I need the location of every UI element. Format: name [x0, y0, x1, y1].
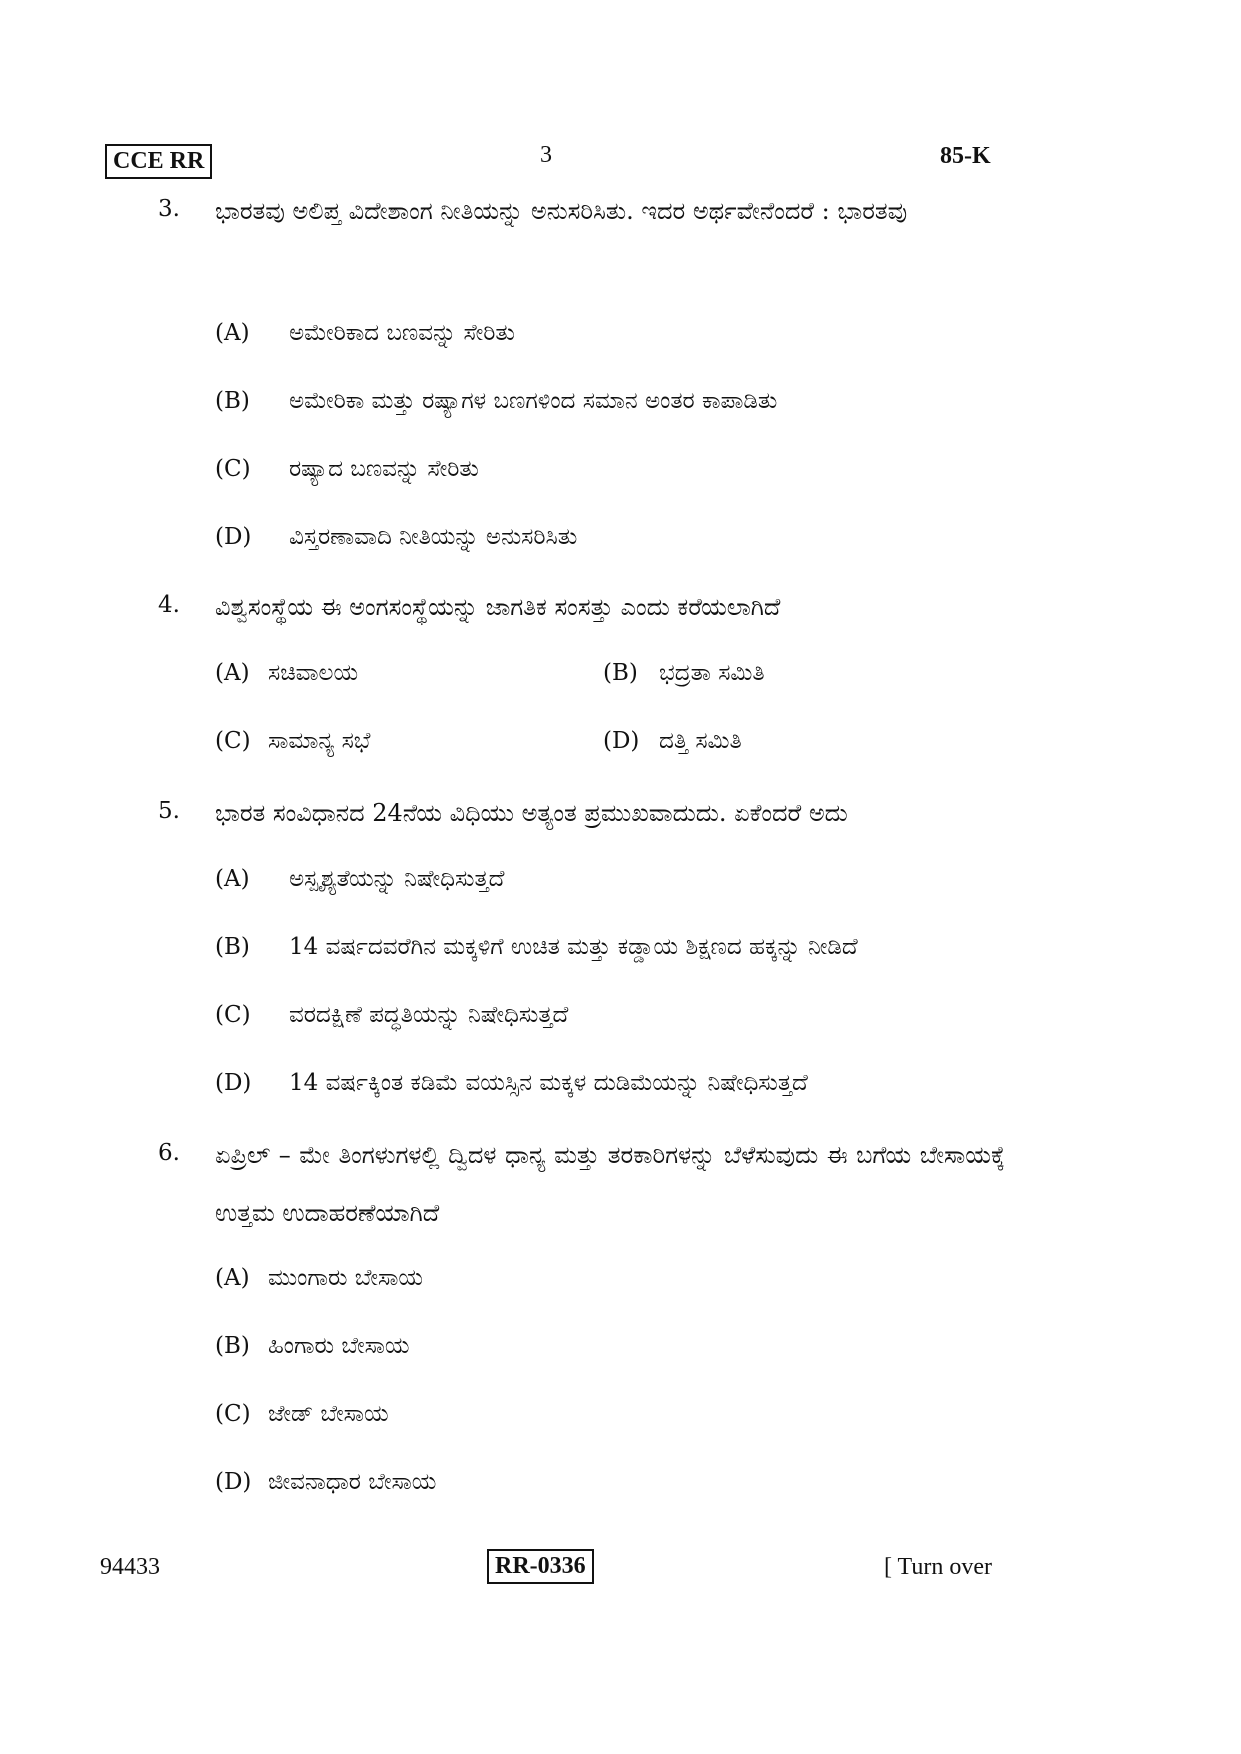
question-text: ವಿಶ್ವಸಂಸ್ಥೆಯ ಈ ಅಂಗಸಂಸ್ಥೆಯನ್ನು ಜಾಗತಿಕ ಸಂಸತ್ತು ಎಂದು ಕರೆಯಲಾಗಿದೆ	[215, 593, 781, 621]
question-text: ಭಾರತವು ಅಲಿಪ್ತ ವಿದೇಶಾಂಗ ನೀತಿಯನ್ನು ಅನುಸರಿಸಿತು. ಇದರ ಅರ್ಥವೇನೆಂದರೆ : ಭಾರತವು	[215, 197, 908, 225]
option-d	[215, 1469, 436, 1495]
option-text: ದತ್ತಿ ಸಮಿತಿ	[659, 728, 742, 754]
question-number: 6.	[158, 1140, 180, 1166]
option-text: 14 ವರ್ಷದವರೆಗಿನ ಮಕ್ಕಳಿಗೆ ಉಚಿತ ಮತ್ತು ಕಡ್ಡಾಯ ಶಿಕ್ಷಣದ ಹಕ್ಕನ್ನು ನೀಡಿದೆ	[289, 934, 858, 960]
option-label: (B)	[215, 1333, 250, 1359]
turn-over-label: [ Turn over	[884, 1554, 993, 1580]
option-b	[603, 660, 765, 686]
option-label: (C)	[215, 1002, 251, 1028]
option-text: ರಷ್ಯಾದ ಬಣವನ್ನು ಸೇರಿತು	[289, 456, 479, 482]
option-label: (B)	[603, 660, 638, 686]
option-text: ಜೇಡ್ ಬೇಸಾಯ	[268, 1401, 389, 1427]
option-text: ಭದ್ರತಾ ಸಮಿತಿ	[659, 660, 765, 686]
option-a	[215, 320, 515, 346]
option-b	[215, 934, 858, 960]
option-label: (D)	[215, 1070, 252, 1096]
footer-number: 94433	[100, 1554, 160, 1580]
option-label: (A)	[215, 866, 250, 892]
footer-code: RR-0336	[487, 1549, 594, 1584]
question-number: 4.	[158, 592, 180, 618]
option-a	[215, 1265, 423, 1291]
option-text: ಜೀವನಾಧಾರ ಬೇಸಾಯ	[268, 1469, 437, 1495]
option-label: (A)	[215, 1265, 250, 1291]
option-d	[215, 1070, 808, 1096]
option-text: ಅಸ್ಪೃಶ್ಯತೆಯನ್ನು ನಿಷೇಧಿಸುತ್ತದೆ	[289, 866, 505, 892]
option-label: (C)	[215, 728, 251, 754]
option-text: ಹಿಂಗಾರು ಬೇಸಾಯ	[268, 1333, 410, 1359]
question-number: 3.	[158, 196, 180, 222]
option-label: (D)	[603, 728, 640, 754]
option-b	[215, 388, 777, 414]
option-a	[215, 660, 358, 686]
option-text: ವರದಕ್ಷಿಣೆ ಪದ್ಧತಿಯನ್ನು ನಿಷೇಧಿಸುತ್ತದೆ	[289, 1002, 569, 1028]
option-d	[215, 524, 577, 550]
option-label: (D)	[215, 524, 252, 550]
paper-code: 85-K	[940, 143, 991, 169]
option-text: ಸಚಿವಾಲಯ	[268, 660, 359, 686]
question-text: ಏಪ್ರಿಲ್ – ಮೇ ತಿಂಗಳುಗಳಲ್ಲಿ ದ್ವಿದಳ ಧಾನ್ಯ ಮತ್ತು ತರಕಾರಿಗಳನ್ನು ಬೆಳೆಸುವುದು ಈ ಬಗೆಯ ಬೇಸಾಯಕ್ಕೆ ಉತ್ತಮ ಉದಾಹರಣೆಯಾಗಿದೆ	[215, 1141, 1005, 1227]
option-text: ವಿಸ್ತರಣಾವಾದಿ ನೀತಿಯನ್ನು ಅನುಸರಿಸಿತು	[289, 524, 578, 550]
header-code: CCE RR	[105, 144, 212, 179]
option-text: 14 ವರ್ಷಕ್ಕಿಂತ ಕಡಿಮೆ ವಯಸ್ಸಿನ ಮಕ್ಕಳ ದುಡಿಮೆಯನ್ನು ನಿಷೇಧಿಸುತ್ತದೆ	[289, 1070, 808, 1096]
question-text: ಭಾರತ ಸಂವಿಧಾನದ 24ನೆಯ ವಿಧಿಯು ಅತ್ಯಂತ ಪ್ರಮುಖವಾದುದು. ಏಕೆಂದರೆ ಅದು	[215, 799, 848, 827]
option-label: (C)	[215, 456, 251, 482]
question-number: 5.	[158, 798, 180, 824]
option-d	[603, 728, 742, 754]
option-c	[215, 1002, 568, 1028]
option-c	[215, 456, 479, 482]
option-text: ಅಮೇರಿಕಾದ ಬಣವನ್ನು ಸೇರಿತು	[289, 320, 515, 346]
option-text: ಅಮೇರಿಕಾ ಮತ್ತು ರಷ್ಯಾಗಳ ಬಣಗಳಿಂದ ಸಮಾನ ಅಂತರ ಕಾಪಾಡಿತು	[289, 388, 778, 414]
option-label: (D)	[215, 1469, 252, 1495]
option-c	[215, 1401, 389, 1427]
option-label: (B)	[215, 934, 250, 960]
option-label: (B)	[215, 388, 250, 414]
option-label: (A)	[215, 320, 250, 346]
option-b	[215, 1333, 410, 1359]
option-a	[215, 866, 504, 892]
page-number: 3	[540, 142, 552, 168]
option-c	[215, 728, 370, 754]
option-text: ಮುಂಗಾರು ಬೇಸಾಯ	[268, 1265, 423, 1291]
option-label: (A)	[215, 660, 250, 686]
option-label: (C)	[215, 1401, 251, 1427]
option-text: ಸಾಮಾನ್ಯ ಸಭೆ	[268, 728, 371, 754]
